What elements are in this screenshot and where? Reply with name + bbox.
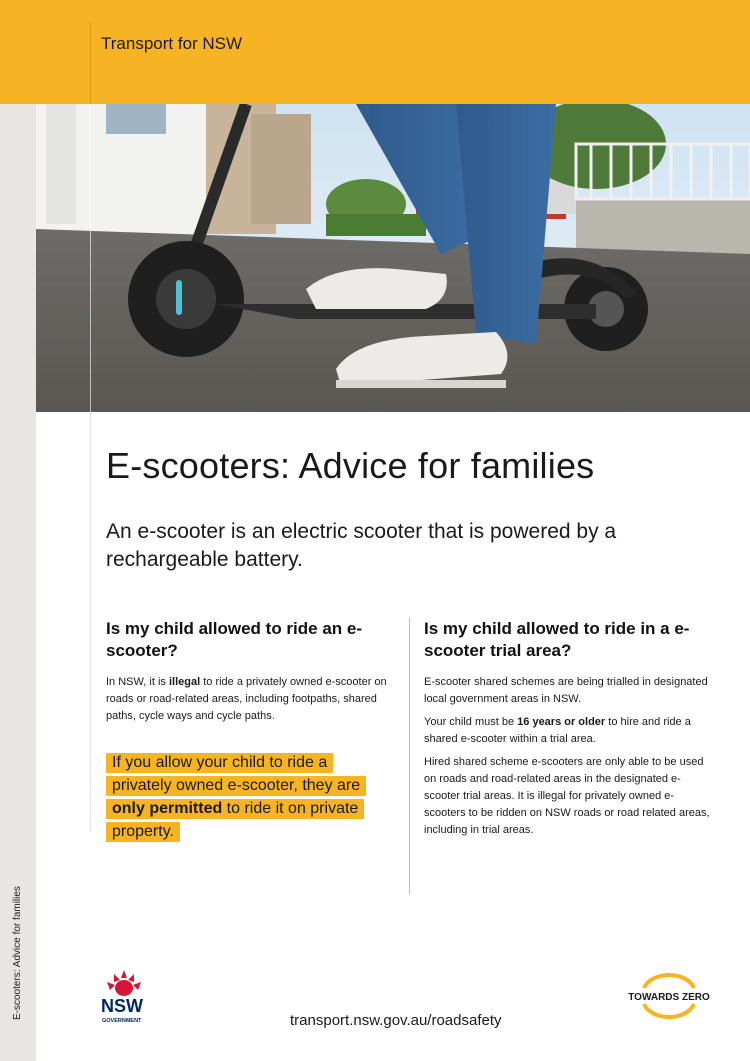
footer-url: transport.nsw.gov.au/roadsafety bbox=[290, 1012, 502, 1029]
towards-zero-text: TOWARDS ZERO bbox=[628, 992, 710, 1003]
right-column-paragraph-1: E-scooter shared schemes are being trialled in designated local government areas in NSW. bbox=[424, 676, 708, 705]
right-para-text: Your child must be bbox=[424, 716, 518, 728]
right-para-bold: 16 years or older bbox=[517, 716, 606, 728]
left-para-bold: illegal bbox=[168, 676, 201, 688]
right-column-paragraph-2 bbox=[424, 714, 714, 748]
sidebar-label: E-scooters: Advice for families bbox=[12, 886, 23, 1020]
escooter-photo-illustration bbox=[36, 104, 750, 412]
towards-zero-logo bbox=[620, 968, 716, 1028]
waratah-icon bbox=[100, 968, 160, 1032]
column-divider bbox=[409, 618, 410, 894]
hero-photo bbox=[36, 104, 750, 412]
callout-text-end: to ride it on private property. bbox=[112, 800, 359, 840]
intro-text: An e-scooter is an electric scooter that is powered by a rechargeable battery. bbox=[106, 520, 617, 571]
left-column-heading: Is my child allowed to ride an e-scooter? bbox=[106, 619, 363, 660]
sidebar-strip bbox=[0, 0, 36, 1061]
header-banner bbox=[0, 0, 750, 104]
hero-guide-rule bbox=[90, 104, 91, 412]
right-column-heading: Is my child allowed to ride in a e-scooter trial area? bbox=[424, 619, 690, 660]
left-para-text: In NSW, it is bbox=[106, 676, 169, 688]
right-column-paragraph-3: Hired shared scheme e-scooters are only able to be used on roads and road-related areas in the designated e-scooter trial areas. It is illegal for privately owned e-scooters to be ridden on NSW roads or road related areas, including in trial areas. bbox=[424, 756, 710, 836]
nsw-government-logo bbox=[100, 968, 160, 1032]
left-para-text-end: to ride a privately owned e-scooter on roads or road-related areas, including footpaths, shared paths, cycle ways and cycle paths. bbox=[106, 676, 387, 722]
page-title: E-scooters: Advice for families bbox=[106, 445, 595, 486]
nsw-logo-subtext: GOVERNMENT bbox=[102, 1018, 142, 1024]
header-divider bbox=[90, 22, 91, 104]
highlight-callout bbox=[106, 751, 376, 843]
left-column-paragraph bbox=[106, 674, 396, 725]
margin-guide-rule bbox=[90, 412, 91, 832]
header-org-name: Transport for NSW bbox=[101, 34, 243, 53]
right-para-text-end: to hire and ride a shared e-scooter within a trial area. bbox=[424, 716, 691, 745]
towards-zero-ring-icon bbox=[620, 968, 716, 1028]
callout-text: If you allow your child to ride a privately owned e-scooter, they are bbox=[112, 754, 361, 794]
nsw-logo-text: NSW bbox=[101, 996, 143, 1016]
callout-bold: only permitted bbox=[112, 800, 223, 817]
